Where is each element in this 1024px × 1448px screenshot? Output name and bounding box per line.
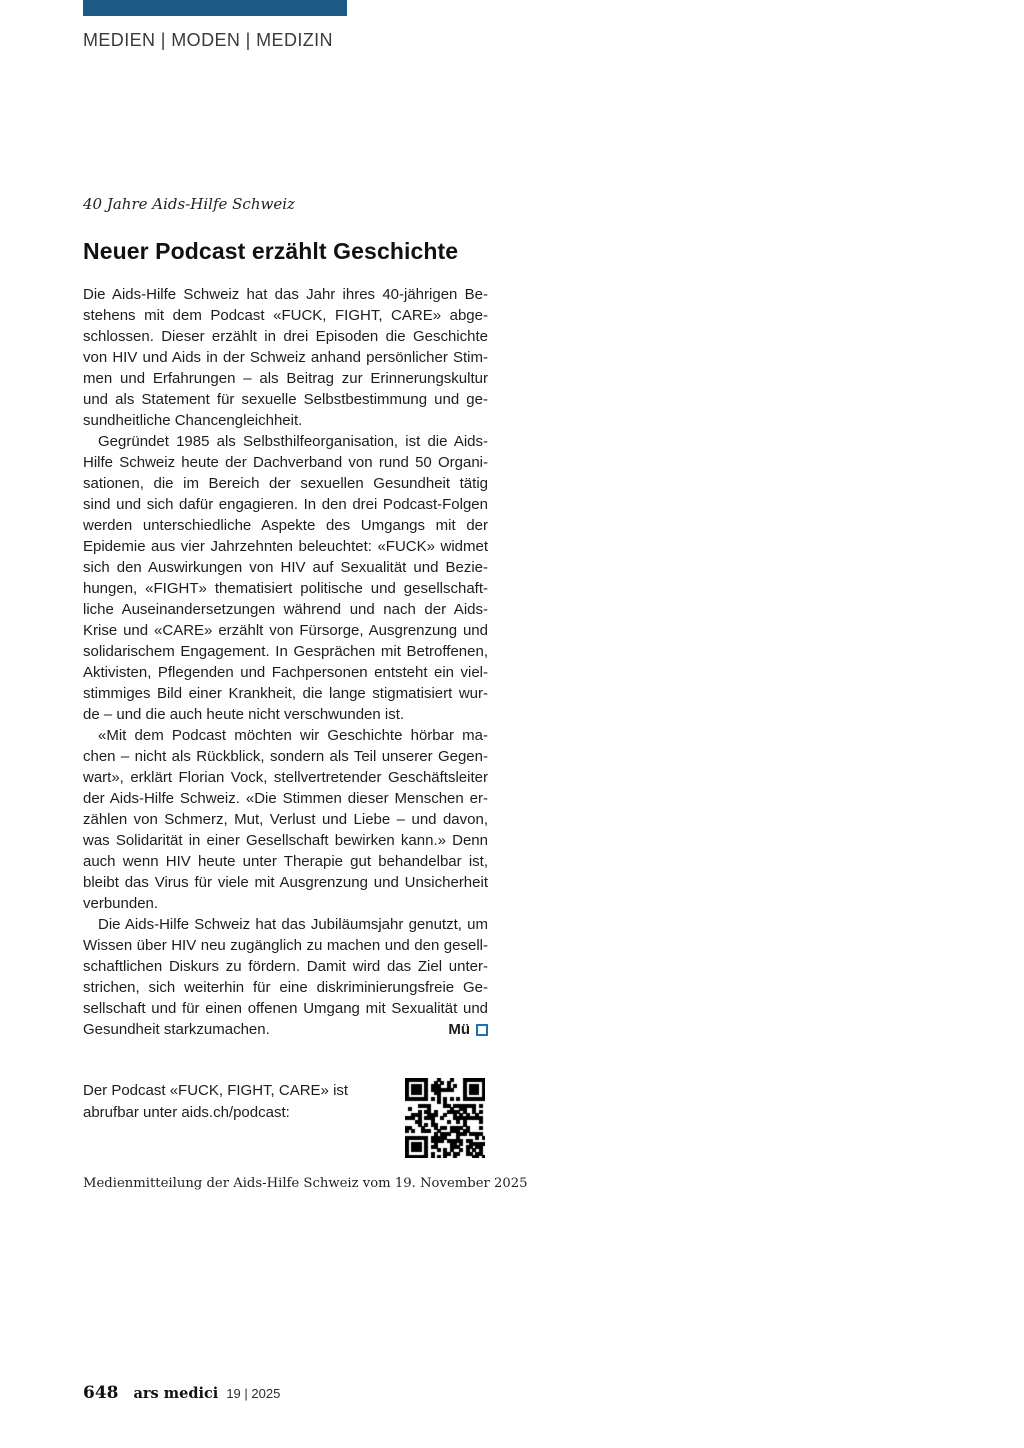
body-line: «Mit dem Podcast möchten wir Geschichte hörbar ma- [98,727,488,744]
issue-number: 19 | 2025 [226,1386,281,1401]
author-signature [448,1019,488,1040]
body-line: sind und sich dafür engagieren. In den drei Podcast-Folgen [83,496,488,513]
author-initials: Mü [448,1021,470,1038]
body-line: von HIV und Aids in der Schweiz anhand persönlicher Stim- [83,349,488,366]
body-line: strichen, sich weiterhin für eine diskriminierungsfreie Ge- [83,979,488,996]
page-footer [83,1383,280,1403]
body-line: schaftlichen Diskurs zu fördern. Damit wird das Ziel unter- [83,958,488,975]
body-line: liche Auseinandersetzungen während und nach der Aids- [83,601,488,618]
body-line: men und Erfahrungen – als Beitrag zur Erinnerungskultur [83,370,488,387]
body-line: was Solidarität in einer Gesellschaft bewirken kann.» Denn [83,832,488,849]
body-line: schlossen. Dieser erzählt in drei Episoden die Geschichte [83,328,488,345]
body-line-text: Gesundheit starkzumachen. [83,1021,270,1038]
qr-code [405,1078,485,1158]
brand-bar [83,0,347,16]
body-line: Epidemie aus vier Jahrzehnten beleuchtet: «FUCK» widmet [83,538,488,555]
body-line: stimmiges Bild einer Krankheit, die lange stigmatisiert wur- [83,685,488,702]
body-line: Krise und «CARE» erzählt von Fürsorge, Ausgrenzung und [83,622,488,639]
body-line: verbunden. [83,895,159,912]
body-line: wart», erklärt Florian Vock, stellvertretender Geschäftsleiter [83,769,488,786]
body-line: Aktivisten, Pflegenden und Fachpersonen entsteht ein viel- [83,664,488,681]
body-line: werden unterschiedliche Aspekte des Umgangs mit der [83,517,488,534]
body-line: der Aids-Hilfe Schweiz. «Die Stimmen dieser Menschen er- [83,790,488,807]
paragraph [83,725,488,914]
body-line: solidarischem Engagement. In Gesprächen mit Betroffenen, [83,643,488,660]
paragraph [83,284,488,431]
body-line: Die Aids-Hilfe Schweiz hat das Jubiläumsjahr genutzt, um [98,916,488,933]
article-body [83,284,488,1040]
article-title: Neuer Podcast erzählt Geschichte [83,238,459,264]
paragraph [83,914,488,1040]
podcast-note [83,1080,393,1124]
body-line: de – und die auch heute nicht verschwunden ist. [83,706,405,723]
page-number: 648 [83,1383,119,1403]
paragraph [83,431,488,725]
podcast-note-line: abrufbar unter aids.ch/podcast: [83,1104,290,1121]
body-line: sationen, die im Bereich der sexuellen Gesundheit tätig [83,475,488,492]
journal-name: ars medici [133,1385,219,1402]
body-line: Hilfe Schweiz heute der Dachverband von rund 50 Organi- [83,454,488,471]
body-line: zählen von Schmerz, Mut, Verlust und Liebe – und davon, [83,811,488,828]
body-line: und als Statement für sexuelle Selbstbestimmung und ge- [83,391,488,408]
body-line: auch wenn HIV heute unter Therapie gut behandelbar ist, [83,853,488,870]
body-line: sundheitliche Chancengleichheit. [83,412,303,429]
podcast-note-line: Der Podcast «FUCK, FIGHT, CARE» ist [83,1082,349,1099]
body-line: sellschaft und für einen offenen Umgang mit Sexualität und [83,1000,488,1017]
source-note: Medienmitteilung der Aids-Hilfe Schweiz vom 19. November 2025 [83,1176,528,1191]
body-line [83,1019,488,1040]
body-line: Wissen über HIV neu zugänglich zu machen und den gesell- [83,937,488,954]
end-marker-icon [476,1024,488,1036]
body-line: bleibt das Virus für viele mit Ausgrenzung und Unsicherheit [83,874,488,891]
body-line: Die Aids-Hilfe Schweiz hat das Jahr ihres 40-jährigen Be- [83,286,488,303]
body-line: stehens mit dem Podcast «FUCK, FIGHT, CARE» abge- [83,307,488,324]
article-kicker: 40 Jahre Aids-Hilfe Schweiz [83,195,295,213]
body-line: Gegründet 1985 als Selbsthilfeorganisation, ist die Aids- [98,433,488,450]
body-line: sich den Auswirkungen von HIV auf Sexualität und Bezie- [83,559,488,576]
section-header: MEDIEN | MODEN | MEDIZIN [83,30,333,50]
body-line: chen – nicht als Rückblick, sondern als Teil unserer Gegen- [83,748,488,765]
body-line: hungen, «FIGHT» thematisiert politische und gesellschaft- [83,580,488,597]
